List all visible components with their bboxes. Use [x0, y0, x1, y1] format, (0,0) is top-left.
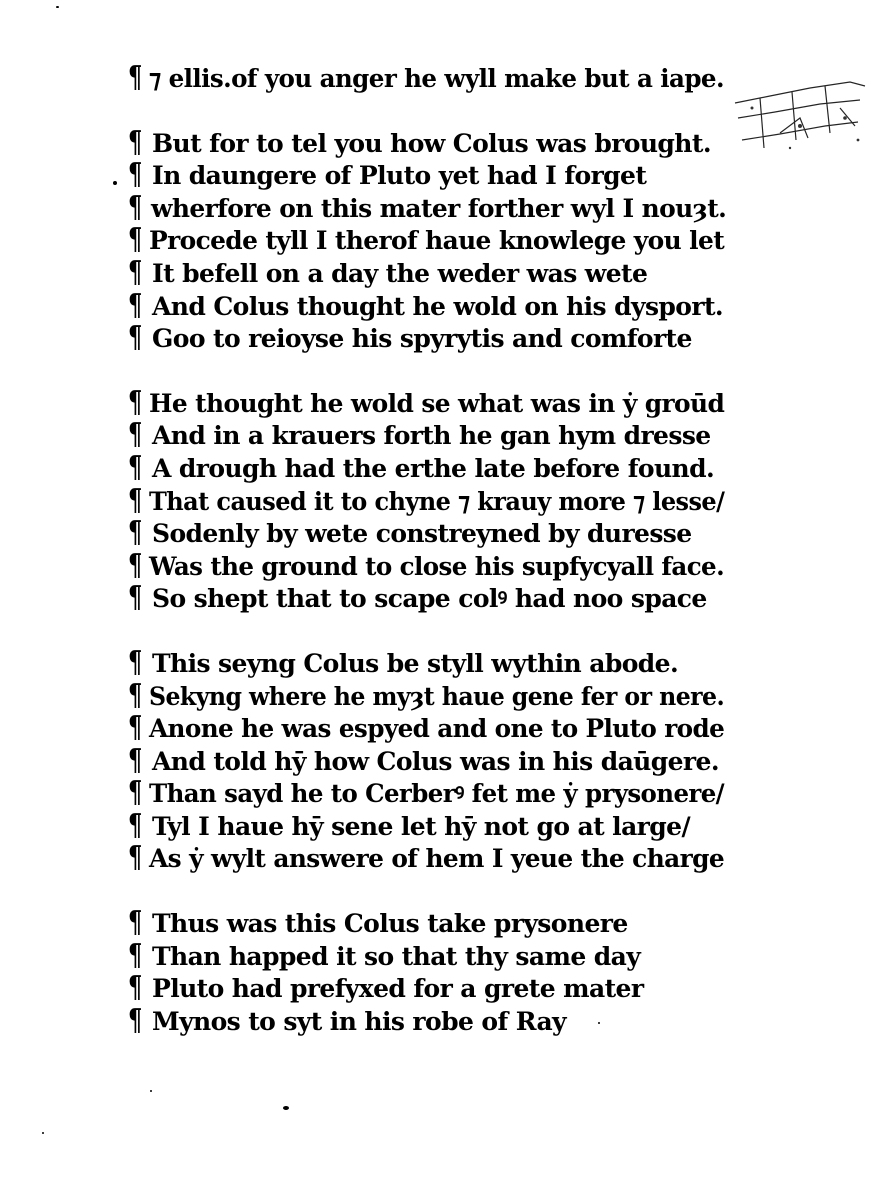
- verse-line: [128, 384, 728, 420]
- verse-line-text: Mynos to syt in his robe of Ray: [152, 1006, 566, 1036]
- verse-line-text: But for to tel you how Colus was brought.: [152, 128, 711, 158]
- verse-line-text: This seyng Colus be styll wythin abode.: [152, 648, 679, 678]
- verse-line-text: Goo to reioyse his spyrytis and comforte: [152, 324, 692, 354]
- paragraph-mark: ¶: [128, 677, 143, 713]
- verse-line-text: It befell on a day the weder was wete: [152, 258, 648, 288]
- verse-line-text: And told hȳ how Colus was in his daūgere.: [152, 746, 719, 776]
- verse-line: [128, 159, 728, 192]
- paragraph-mark: ¶: [128, 320, 143, 356]
- ink-speck: [42, 1132, 44, 1134]
- verse-line-text: He thought he wold se what was in ẏ groūd: [149, 388, 725, 418]
- stanza-3: [128, 384, 728, 616]
- verse-line: [128, 322, 728, 355]
- paragraph-mark: ¶: [128, 515, 143, 551]
- verse-line: [128, 842, 728, 875]
- paragraph-mark: ¶: [128, 644, 143, 680]
- paragraph-mark: ¶: [128, 222, 143, 258]
- paragraph-mark: ¶: [128, 1002, 143, 1038]
- verse-line: [128, 62, 728, 95]
- verse-line-text: Pluto had prefyxed for a grete mater: [152, 974, 644, 1004]
- paragraph-mark: ¶: [128, 157, 143, 193]
- stanza-1: [128, 62, 728, 95]
- verse-line: [128, 517, 728, 550]
- paragraph-mark: ¶: [128, 970, 143, 1006]
- verse-line-text: Sekyng where he myȝt haue gene fer or nere.: [149, 681, 725, 711]
- verse-line: [128, 712, 728, 745]
- paragraph-mark: ¶: [128, 449, 143, 485]
- verse-line: [128, 124, 728, 160]
- paragraph-mark: ¶: [128, 807, 143, 843]
- verse-line: [128, 644, 728, 680]
- verse-line: [128, 189, 728, 225]
- verse-line: [128, 224, 728, 257]
- verse-line-text: Than sayd he to Cerberꝰ fet me ẏ prysonere/: [149, 779, 725, 809]
- verse-line-text: As ẏ wylt answere of hem I yeue the charge: [149, 844, 725, 874]
- paragraph-mark: ¶: [128, 482, 143, 518]
- verse-line: [128, 742, 728, 778]
- paragraph-mark: ¶: [128, 937, 143, 973]
- paragraph-mark: ¶: [128, 840, 143, 876]
- verse-line-text: That caused it to chyne ⁊ krauy more ⁊ lesse/: [149, 486, 725, 516]
- stanza-5: [128, 907, 728, 1037]
- paper-scrap-mark: [730, 78, 870, 168]
- ink-speck: [283, 1106, 289, 1110]
- verse-line: [128, 254, 728, 290]
- verse-line-text: ⁊ ellis.of you anger he wyll make but a iape.: [149, 64, 725, 93]
- verse-line: [128, 547, 728, 583]
- verse-line-text: A drough had the erthe late before found.: [152, 453, 715, 483]
- verse-line: [128, 482, 728, 518]
- verse-line-text: Tyl I haue hȳ sene let hȳ not go at large/: [152, 811, 690, 841]
- verse-line-text: And in a krauers forth he gan hym dresse: [152, 421, 711, 451]
- paragraph-mark: ¶: [128, 124, 143, 160]
- verse-line-text: And Colus thought he wold on his dysport.: [152, 291, 723, 321]
- paragraph-mark: ¶: [128, 905, 143, 941]
- verse-line: [128, 582, 728, 615]
- paragraph-mark: ¶: [128, 417, 143, 453]
- ink-speck: [56, 6, 59, 8]
- verse-line: [128, 287, 728, 323]
- verse-line: [128, 907, 728, 940]
- verse-line: [128, 1002, 728, 1038]
- verse-line-text: In daungere of Pluto yet had I forget: [152, 161, 647, 191]
- paragraph-mark: ¶: [128, 580, 143, 616]
- verse-line: [128, 449, 728, 485]
- verse-line: [128, 677, 728, 713]
- verse-line: [128, 419, 728, 452]
- ink-speck: [598, 1022, 600, 1024]
- paragraph-mark: ¶: [128, 189, 143, 225]
- paragraph-mark: ¶: [128, 254, 143, 290]
- verse-line-text: wherfore on this mater forther wyl I nouȝt.: [151, 193, 727, 223]
- verse-line-text: So shept that to scape colꝰ had noo space: [152, 584, 707, 614]
- verse-line: [128, 937, 728, 973]
- verse-line-text: Sodenly by wete constreyned by duresse: [152, 519, 692, 549]
- verse-line-text: Anone he was espyed and one to Pluto rode: [149, 714, 725, 744]
- verse-line-text: Than happed it so that thy same day: [152, 941, 641, 971]
- paragraph-mark: ¶: [128, 384, 143, 420]
- verse-line: [128, 972, 728, 1005]
- verse-line: [128, 807, 728, 843]
- verse-line-text: Was the ground to close his supfycyall face.: [149, 551, 725, 581]
- stanza-2: [128, 124, 728, 356]
- stanza-4: [128, 644, 728, 876]
- paragraph-mark: ¶: [128, 775, 143, 811]
- paragraph-mark: ¶: [128, 287, 143, 323]
- paragraph-mark: ¶: [128, 742, 143, 778]
- verse-line: [128, 777, 728, 810]
- paragraph-mark: ¶: [128, 710, 143, 746]
- paragraph-mark: ¶: [128, 60, 143, 95]
- poem-text: [128, 62, 728, 1069]
- verse-line-text: Procede tyll I therof haue knowlege you let: [149, 226, 725, 256]
- paragraph-mark: ¶: [128, 547, 143, 583]
- ink-speck: [150, 1090, 152, 1092]
- ink-speck: [113, 181, 117, 185]
- verse-line-text: Thus was this Colus take prysonere: [152, 909, 628, 939]
